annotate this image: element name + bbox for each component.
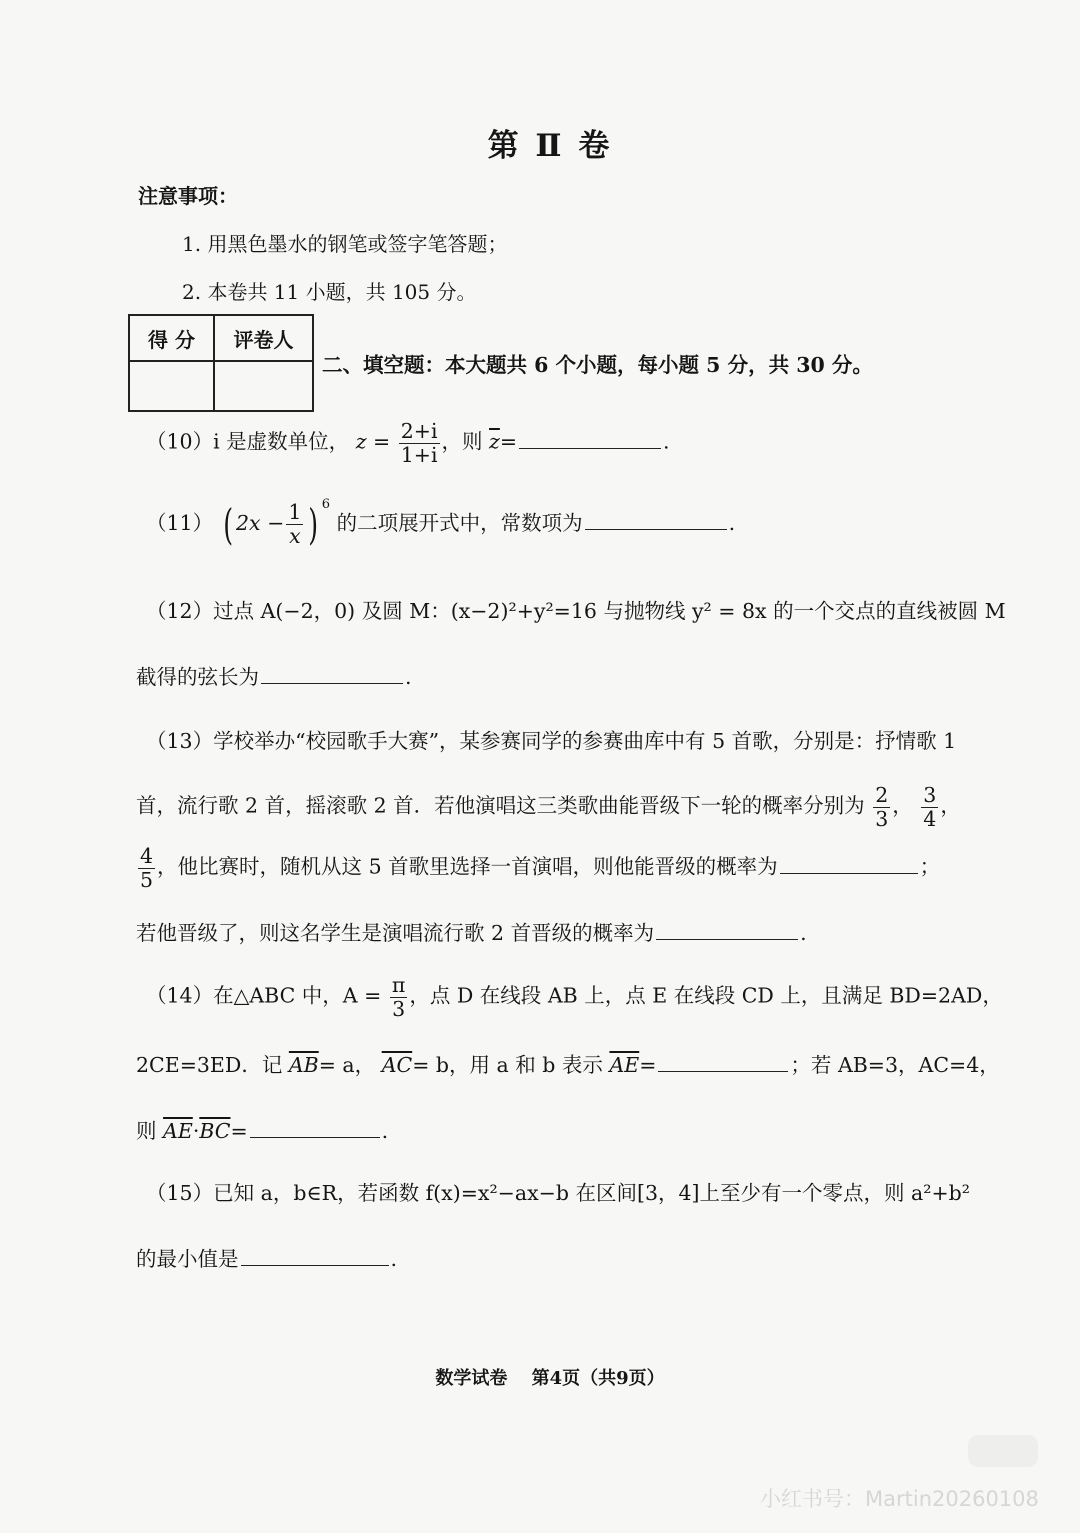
answer-blank[interactable] — [241, 1247, 389, 1266]
question-13-line3: $\frac{4}{5}$ ，他比赛时，随机从这 5 首歌里选择一首演唱，则他能晋级的概率为 ； — [140, 844, 941, 892]
watermark: 小红书号：Martin20260108 — [760, 1487, 1039, 1511]
watermark-logo-icon — [968, 1435, 1038, 1467]
grader-label: 评卷人 — [214, 315, 313, 361]
question-12: （12）过点 A(−2，0) 及圆 M：(x−2)²+y²=16 与抛物线 y² = 8x 的一个交点的直线被圆 M — [146, 599, 1006, 623]
notice-heading: 注意事项： — [138, 184, 238, 208]
answer-blank[interactable] — [656, 921, 798, 940]
fraction: $\frac{\pi}{3}$ — [391, 973, 406, 1021]
fraction: $\frac{3}{4}$ — [923, 783, 937, 831]
question-14-line2: 2CE=3ED．记 $\overline{AB}= a$， $\overline{AC}= b$，用 a 和 b 表示 $\overline{AE}=$ ；若 AB=3，AC=4， — [136, 1053, 1000, 1077]
question-14: （14）在△ABC 中，A = $\frac{\pi}{3}$ ，点 D 在线段 AB 上，点 E 在线段 CD 上，且满足 BD=2AD， — [146, 973, 1003, 1021]
score-label: 得 分 — [129, 315, 214, 361]
answer-blank[interactable] — [585, 511, 727, 530]
fraction: $\frac{2+i}{1+i}$ — [400, 419, 438, 467]
question-number: （13） — [146, 729, 214, 753]
score-cell[interactable] — [129, 361, 214, 411]
question-number: （15） — [146, 1181, 214, 1205]
question-number: （14） — [146, 983, 214, 1008]
notice-item-1: 1. 用黑色墨水的钢笔或签字笔答题； — [182, 232, 508, 256]
question-number: （11） — [146, 511, 214, 535]
question-11: （11） ( 2x − $\frac{1}{x}$ ) $^6$ 的二项展开式中，常数项为 . — [146, 497, 736, 549]
answer-blank[interactable] — [261, 665, 403, 684]
question-10: （10）i 是虚数单位， z = $\frac{2+i}{1+i}$ ，则 $\overline{z}=$ . — [146, 419, 670, 467]
fraction: $\frac{4}{5}$ — [140, 844, 154, 892]
question-13: （13）学校举办“校园歌手大赛”，某参赛同学的参赛曲库中有 5 首歌，分别是：抒情歌 1 — [146, 729, 957, 753]
question-number: （12） — [146, 599, 214, 623]
answer-blank[interactable] — [250, 1119, 380, 1138]
question-12-line2: 截得的弦长为 . — [136, 665, 412, 689]
question-15: （15）已知 a，b∈R，若函数 f(x)=x²−ax−b 在区间[3，4]上至少有一个零点，则 a²+b² — [146, 1181, 971, 1205]
notice-item-2: 2. 本卷共 11 小题，共 105 分。 — [182, 280, 477, 304]
fraction: $\frac{1}{x}$ — [288, 500, 302, 548]
answer-blank[interactable] — [519, 430, 661, 449]
answer-blank[interactable] — [658, 1053, 788, 1072]
page-footer: 数学试卷 第4页（共9页） — [435, 1368, 665, 1389]
question-number: （10） — [146, 429, 214, 454]
score-box — [128, 314, 314, 412]
question-13-line2: 首，流行歌 2 首，摇滚歌 2 首．若他演唱这三类歌曲能晋级下一轮的概率分别为 $\frac{2}{3}$ ， $\frac{3}{4}$ ， — [136, 783, 961, 831]
section-heading: 二、填空题：本大题共 6 个小题，每小题 5 分，共 30 分。 — [322, 353, 873, 377]
question-13-line4: 若他晋级了，则这名学生是演唱流行歌 2 首晋级的概率为 . — [136, 921, 807, 945]
answer-blank[interactable] — [780, 855, 918, 874]
question-15-line2: 的最小值是 . — [136, 1247, 398, 1271]
grader-cell[interactable] — [214, 361, 313, 411]
page-title: 第 Ⅱ 卷 — [487, 128, 613, 164]
question-14-line3: 则 $\overline{AE}\cdot\overline{BC}=$ . — [136, 1119, 389, 1143]
fraction: $\frac{2}{3}$ — [875, 783, 889, 831]
